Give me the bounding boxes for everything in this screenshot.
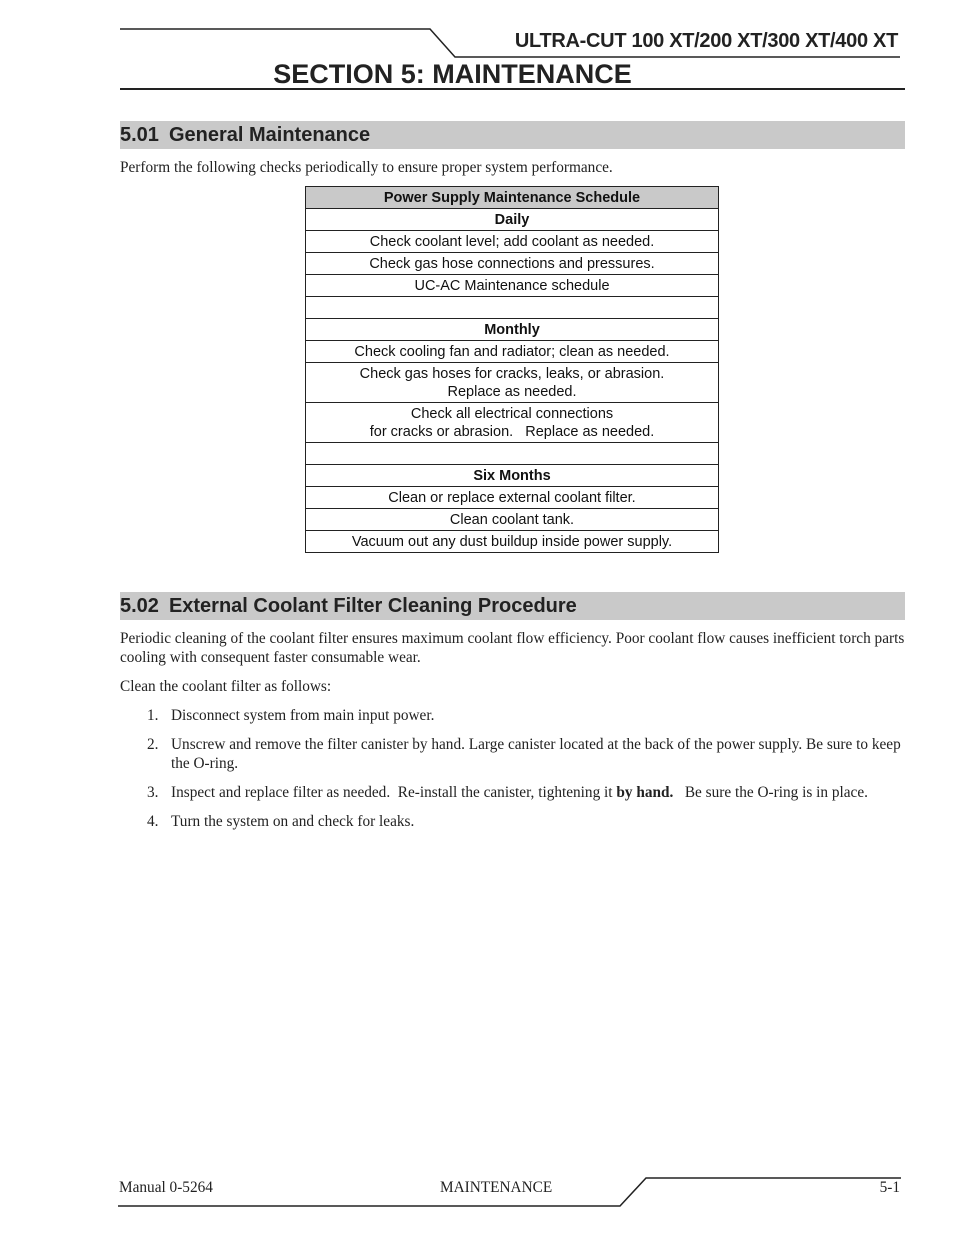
step-text: Turn the system on and check for leaks. <box>171 813 415 830</box>
table-title: Power Supply Maintenance Schedule <box>306 187 719 209</box>
section-rule <box>120 88 905 90</box>
step-number: 3. <box>147 784 159 801</box>
group-monthly: Monthly <box>306 319 719 341</box>
table-row: Check gas hose connections and pressures. <box>306 253 719 275</box>
table-row: Clean coolant tank. <box>306 509 719 531</box>
row-line: Check all electrical connections <box>410 405 614 422</box>
table-row: Check cooling fan and radiator; clean as needed. <box>306 341 719 363</box>
row-line: Check gas hoses for cracks, leaks, or abrasion. <box>359 365 665 382</box>
paragraph-coolant-flow: Periodic cleaning of the coolant filter ensures maximum coolant flow efficiency. Poor coolant flow causes inefficient torch parts cooling with consequent faster consumable wear. <box>120 630 905 666</box>
step-number: 4. <box>147 813 159 830</box>
subhead-5-01 <box>120 121 905 149</box>
list-item <box>120 735 906 773</box>
subhead-title: General Maintenance <box>168 124 371 146</box>
step-text-part: Inspect and replace filter as needed. Re-install the canister, tightening it <box>171 784 617 801</box>
row-line: for cracks or abrasion. Replace as needed. <box>369 423 655 440</box>
step-text: Disconnect system from main input power. <box>171 707 435 724</box>
table-row: Vacuum out any dust buildup inside power supply. <box>306 531 719 553</box>
table-row: UC-AC Maintenance schedule <box>306 275 719 297</box>
table-row: Clean or replace external coolant filter. <box>306 487 719 509</box>
doc-title: ULTRA-CUT 100 XT/200 XT/300 XT/400 XT <box>514 30 898 52</box>
subhead-number: 5.01 <box>120 124 159 146</box>
step-text-part: Be sure the O-ring is in place. <box>673 784 868 801</box>
row-line: Replace as needed. <box>447 383 577 400</box>
footer-manual-number: Manual 0-5264 <box>119 1179 213 1196</box>
subhead-number: 5.02 <box>120 595 159 617</box>
table-row: Check coolant level; add coolant as needed. <box>306 231 719 253</box>
footer-page-number: 5-1 <box>879 1179 900 1196</box>
blank-row <box>306 297 719 319</box>
subhead-5-02 <box>120 592 905 620</box>
section-title: SECTION 5: MAINTENANCE <box>273 59 632 89</box>
step-number: 2. <box>147 736 159 753</box>
paragraph-clean-intro: Clean the coolant filter as follows: <box>120 678 332 695</box>
table-row <box>306 403 719 443</box>
blank-row <box>306 443 719 465</box>
subhead-title: External Coolant Filter Cleaning Procedure <box>168 595 577 617</box>
step-text-bold: by hand. <box>616 784 674 801</box>
group-six-months: Six Months <box>306 465 719 487</box>
intro-paragraph: Perform the following checks periodically to ensure proper system performance. <box>120 159 613 176</box>
table-row <box>306 363 719 403</box>
procedure-steps <box>120 706 906 841</box>
footer-section-name: MAINTENANCE <box>440 1179 553 1196</box>
list-item <box>120 783 906 802</box>
step-number: 1. <box>147 707 159 724</box>
maintenance-schedule-table <box>305 186 719 553</box>
list-item <box>120 706 906 725</box>
list-item <box>120 812 906 831</box>
step-text: Unscrew and remove the filter canister by hand. Large canister located at the back of the power supply. Be sure to keep the O-ring. <box>171 736 901 772</box>
step-text <box>171 784 868 801</box>
group-daily: Daily <box>306 209 719 231</box>
